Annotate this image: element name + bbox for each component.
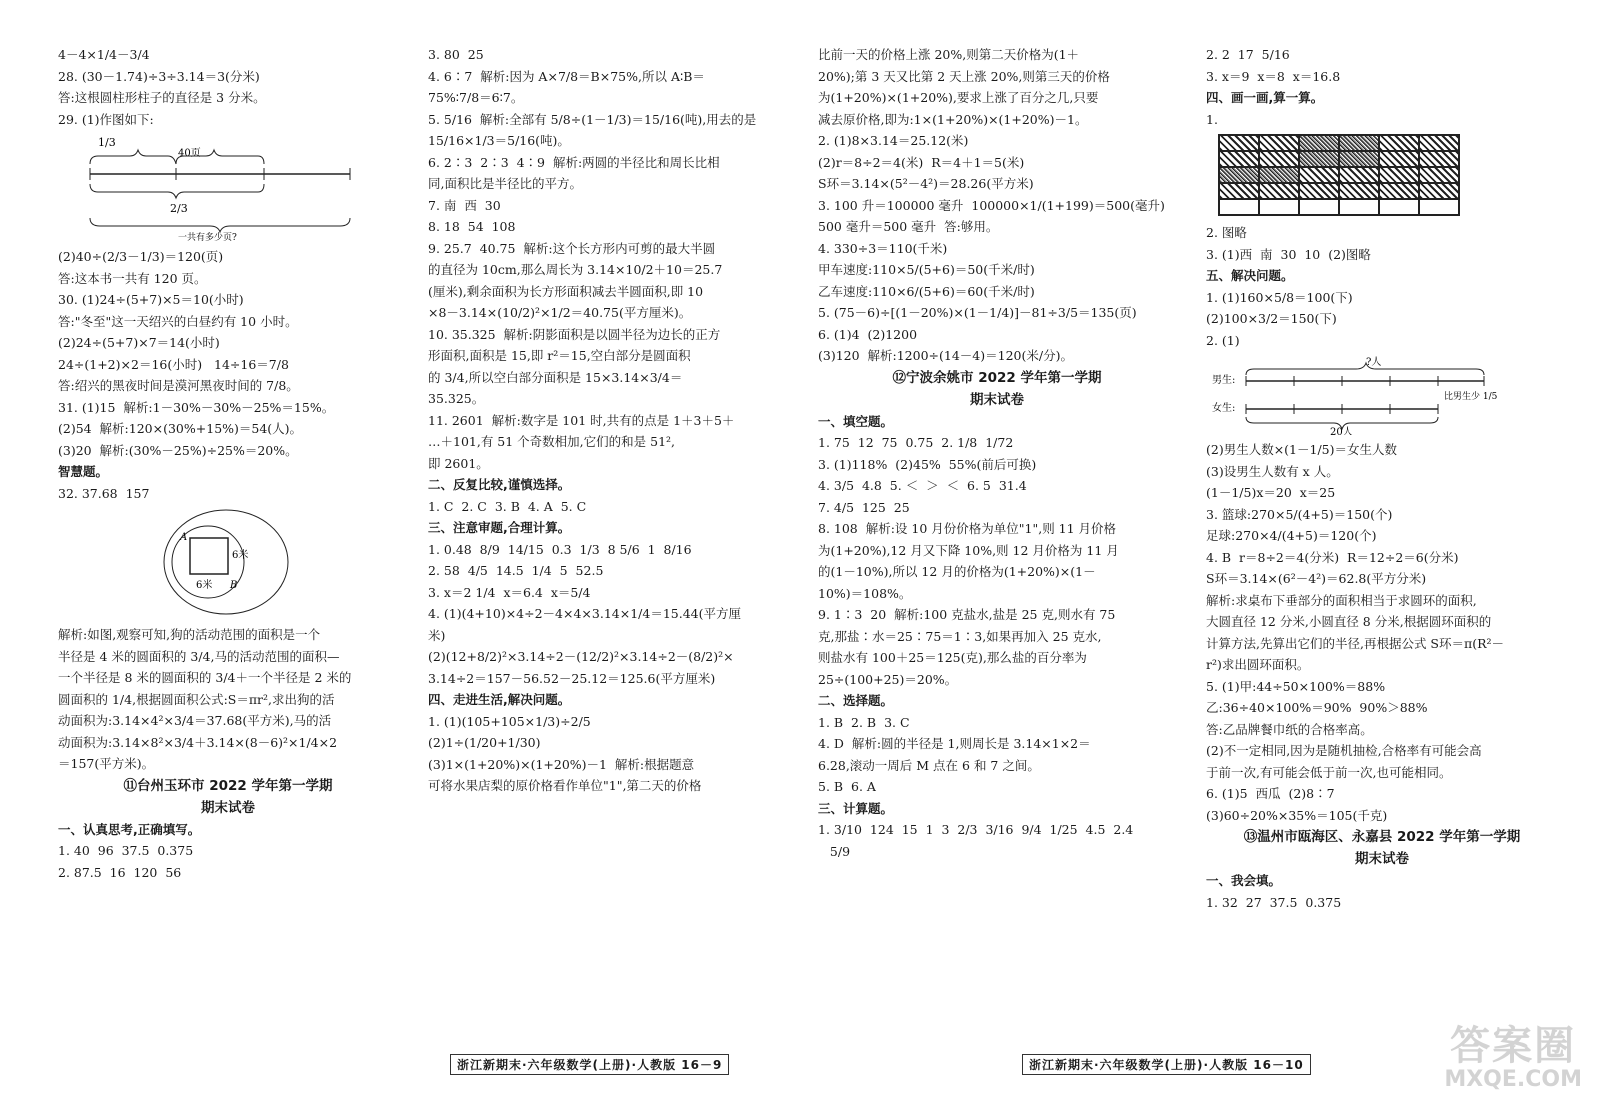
text-line: 答:这根圆柱形柱子的直径是 3 分米。: [58, 90, 266, 105]
text-line: 一个半径是 8 米的圆面积的 3/4＋一个半径是 2 米的: [58, 670, 352, 685]
fig-label: 6米: [232, 550, 249, 561]
fraction-grid: [1218, 134, 1460, 216]
text-line: (2)男生人数×(1－1/5)＝女生人数: [1206, 442, 1398, 457]
exam-title: [1206, 826, 1558, 870]
text-line: 1.: [1206, 111, 1218, 127]
text-line: 1. 3/10 124 15 1 3 2/3 3/16 9/4 1/25 4.5 2.4: [818, 822, 1134, 837]
exam-title-line: 期末试卷: [970, 391, 1024, 408]
figure-boys-girls: [1206, 355, 1558, 435]
text-line: 克,那盐∶水＝25∶75＝1∶3,如果再加入 25 克水,: [818, 628, 1102, 644]
exam-title-line: 期末试卷: [1355, 851, 1409, 867]
text-line: 2. (1): [1206, 332, 1240, 348]
section-heading: 二、反复比较,谨慎选择。: [428, 477, 571, 492]
text-line: S环＝3.14×(5²－4²)＝28.26(平方米): [818, 176, 1034, 191]
text-line: 答:"冬至"这一天绍兴的白昼约有 10 小时。: [58, 313, 298, 329]
column-3: [818, 44, 1176, 862]
shaded-grid-figure: [1206, 134, 1558, 218]
figure-32-diagram: [58, 508, 398, 620]
text-line: 5. (75－6)÷[(1－20%)×(1－1/4)]－81÷3/5＝135(页): [818, 305, 1137, 320]
text-line: (2)r＝8÷2＝4(米) R＝4＋1＝5(米): [818, 154, 1025, 170]
page-footer-left: 浙江新期末·六年级数学(上册)·人教版 16－9: [450, 1054, 729, 1075]
point-label: A: [180, 532, 188, 543]
text-line: 同,面积比是半径比的平方。: [428, 176, 582, 191]
text-line: 24÷(1+2)×2＝16(小时) 14÷16＝7/8: [58, 356, 289, 372]
text-line: 的(1－10%),所以 12 月的价格为(1+20%)×(1－: [818, 564, 1096, 579]
watermark-text: 答案圈: [1450, 1023, 1577, 1069]
exam-title-line: ⑬温州市瓯海区、永嘉县 2022 学年第一学期: [1243, 829, 1521, 845]
circle-large: [164, 510, 288, 614]
fig-label: 男生:: [1212, 375, 1236, 386]
text-line: 2. 图略: [1206, 225, 1247, 240]
text-line: 3. x＝9 x＝8 x＝16.8: [1206, 68, 1341, 84]
fig-label: 一共有多少页?: [178, 233, 237, 242]
text-line: 4. D 解析:圆的半径是 1,则周长是 3.14×1×2＝: [818, 736, 1091, 751]
text-line: 5. 5/16 解析:全部有 5/8÷(1－1/3)＝15/16(吨),用去的是: [428, 111, 757, 127]
text-line: S环＝3.14×(6²－4²)＝62.8(平方分米): [1206, 571, 1427, 586]
text-line: 6. (1)4 (2)1200: [818, 326, 918, 342]
text-line: 4. B r＝8÷2＝4(分米) R＝12÷2＝6(分米): [1206, 549, 1459, 565]
brace-top: [90, 150, 176, 164]
text-line: 10%)＝108%。: [818, 585, 912, 601]
column-4: [1206, 44, 1558, 913]
text-line: 1. 0.48 8/9 14/15 0.3 1/3 8 5/6 1 8/16: [428, 541, 692, 557]
column-1: [58, 44, 398, 883]
text-line: 圆面积的 1/4,根据圆面积公式:S＝πr²,求出狗的活: [58, 691, 335, 707]
text-line: (1－1/5)x＝20 x＝25: [1206, 485, 1336, 500]
text-line: 减去原价格,即为:1×(1+20%)×(1+20%)－1。: [818, 111, 1088, 127]
square: [190, 538, 228, 574]
text-line: 则盐水有 100＋25＝125(克),那么盐的百分率为: [818, 650, 1087, 665]
watermark-url: MXQE.COM: [1444, 1067, 1582, 1092]
text-line: 6.28,滚动一周后 M 点在 6 和 7 之间。: [818, 757, 1040, 773]
fig-label: 6米: [196, 580, 213, 591]
text-line: (3)20 解析:(30%－25%)÷25%＝20%。: [58, 442, 298, 458]
text-line: 1. B 2. B 3. C: [818, 714, 910, 730]
text-line: 10. 35.325 解析:阴影面积是以圆半径为边长的正方: [428, 326, 721, 342]
text-line: 30. (1)24÷(5+7)×5＝10(小时): [58, 292, 244, 307]
fig-label: 20人: [1330, 427, 1353, 435]
text-line: 6. 2∶3 2∶3 4∶9 解析:两圆的半径比和周长比相: [428, 154, 720, 170]
text-line: 4－4×1/4－3/4: [58, 47, 150, 62]
text-line: ×8－3.14×(10/2)²×1/2＝40.75(平方厘米)。: [428, 305, 692, 320]
section-heading: 智慧题。: [58, 464, 109, 479]
text-line: 25÷(100+25)＝20%。: [818, 671, 958, 687]
text-line: (2)54 解析:120×(30%+15%)＝54(人)。: [58, 421, 303, 436]
text-line: (2)24÷(5+7)×7＝14(小时): [58, 335, 220, 350]
text-line: 动面积为:3.14×4²×3/4＝37.68(平方米),马的活: [58, 713, 332, 728]
text-line: 8. 18 54 108: [428, 219, 516, 234]
point-label: B: [230, 580, 238, 591]
brace-top: [1246, 363, 1484, 375]
text-line: 甲车速度:110×5/(5+6)＝50(千米/时): [818, 262, 1035, 277]
text-line: 半径是 4 米的圆面积的 3/4,马的活动范围的面积—: [58, 648, 340, 664]
fig-label: 比男生少 1/5: [1444, 392, 1498, 402]
brace-bottom: [90, 218, 350, 232]
line-segment-diagram: [58, 134, 358, 242]
text-line: 1. (1)(105+105×1/3)÷2/5: [428, 713, 591, 729]
text-line: (2)100×3/2＝150(下): [1206, 311, 1337, 326]
watermark-logo: [1444, 1024, 1582, 1092]
text-line: 5. B 6. A: [818, 779, 876, 794]
text-line: 答:这本书一共有 120 页。: [58, 270, 207, 286]
text-line: 20%);第 3 天又比第 2 天上涨 20%,则第三天的价格: [818, 68, 1110, 84]
text-line: 乙车速度:110×6/(5+6)＝60(千米/时): [818, 283, 1035, 299]
text-line: 31. (1)15 解析:1－30%－30%－25%＝15%。: [58, 399, 335, 415]
text-line: 的 3/4,所以空白部分面积是 15×3.14×3/4＝: [428, 369, 683, 385]
fig-label: 2/3: [170, 202, 188, 215]
text-line: 28. (30－1.74)÷3÷3.14＝3(分米): [58, 68, 260, 84]
text-line: 乙:36÷40×100%＝90% 90%＞88%: [1206, 700, 1428, 715]
text-line: 3. 100 升＝100000 毫升 100000×1/(1+199)＝500(毫升): [818, 197, 1165, 213]
text-line: 4. 6∶7 解析:因为 A×7/8＝B×75%,所以 A∶B＝: [428, 68, 705, 84]
text-line: (2)不一定相同,因为是随机抽检,合格率有可能会高: [1206, 743, 1482, 758]
text-line: 1. (1)160×5/8＝100(下): [1206, 289, 1353, 305]
text-line: 可将水果店梨的原价格看作单位"1",第二天的价格: [428, 778, 702, 793]
text-line: 为(1+20%),12 月又下降 10%,则 12 月价格为 11 月: [818, 542, 1119, 558]
text-line: 35.325。: [428, 391, 485, 406]
text-line: 4. 330÷3＝110(千米): [818, 240, 948, 256]
text-line: …＋101,有 51 个奇数相加,它们的和是 51²,: [428, 434, 676, 449]
text-line: (2)40÷(2/3－1/3)＝120(页): [58, 249, 224, 264]
section-heading: 一、我会填。: [1206, 873, 1282, 888]
boys-girls-diagram: [1206, 355, 1526, 435]
section-heading: 一、认真思考,正确填写。: [58, 821, 201, 837]
fig-label: 女生:: [1212, 403, 1236, 414]
text-line: 动面积为:3.14×8²×3/4＋3.14×(8－6)²×1/4×2: [58, 734, 338, 750]
text-line: ＝157(平方米)。: [58, 756, 155, 771]
text-line: 3. 篮球:270×5/(4+5)＝150(个): [1206, 506, 1393, 522]
text-line: 500 毫升＝500 毫升 答:够用。: [818, 219, 999, 234]
text-line: 9. 1∶3 20 解析:100 克盐水,盐是 25 克,则水有 75: [818, 607, 1116, 622]
text-line: (2)(12+8/2)²×3.14÷2－(12/2)²×3.14÷2－(8/2)²×: [428, 649, 734, 664]
text-line: 为(1+20%)×(1+20%),要求上涨了百分之几,只要: [818, 90, 1099, 105]
fig-label: 1/3: [98, 136, 116, 149]
fig-label: 40页: [178, 148, 201, 159]
text-line: 3. x＝2 1/4 x＝6.4 x＝5/4: [428, 584, 591, 600]
text-line: 1. 75 12 75 0.75 2. 1/8 1/72: [818, 435, 1014, 450]
text-line: 1. C 2. C 3. B 4. A 5. C: [428, 498, 587, 514]
fig-label: ?人: [1366, 357, 1382, 368]
text-line: 答:绍兴的黑夜时间是漠河黑夜时间的 7/8。: [58, 378, 299, 393]
column-2: [428, 44, 788, 797]
text-line: 8. 108 解析:设 10 月份价格为单位"1",则 11 月价格: [818, 521, 1117, 536]
text-line: (厘米),剩余面积为长方形面积减去半圆面积,即 10: [428, 283, 704, 299]
text-line: 解析:求桌布下垂部分的面积相当于求圆环的面积,: [1206, 592, 1477, 608]
exam-title: [818, 367, 1176, 411]
text-line: 29. (1)作图如下:: [58, 111, 154, 127]
text-line: 3.14÷2＝157－56.52－25.12＝125.6(平方厘米): [428, 670, 716, 686]
section-heading: 二、选择题。: [818, 693, 894, 708]
text-line: 3. (1)118% (2)45% 55%(前后可换): [818, 456, 1037, 472]
text-line: 5/9: [818, 843, 851, 859]
brace-bottom: [90, 184, 264, 198]
page-footer-right: 浙江新期末·六年级数学(上册)·人教版 16－10: [1022, 1054, 1311, 1075]
text-line: 4. 3/5 4.8 5. ＜ ＞ ＜ 6. 5 31.4: [818, 478, 1027, 493]
text-line: 5. (1)甲:44÷50×100%＝88%: [1206, 678, 1386, 694]
text-line: 大圆直径 12 分米,小圆直径 8 分米,根据圆环面积的: [1206, 614, 1492, 629]
text-line: (3)120 解析:1200÷(14－4)＝120(米/分)。: [818, 348, 1073, 363]
section-heading: 三、计算题。: [818, 800, 894, 816]
exam-title-line: ⑪台州玉环市 2022 学年第一学期: [123, 777, 333, 794]
text-line: 于前一次,有可能会低于前一次,也可能相同。: [1206, 764, 1452, 780]
text-line: 32. 37.68 157: [58, 485, 150, 501]
text-line: 答:乙品牌餐巾纸的合格率高。: [1206, 721, 1373, 737]
text-line: (3)1×(1+20%)×(1+20%)－1 解析:根据题意: [428, 756, 695, 772]
text-line: 1. 40 96 37.5 0.375: [58, 843, 194, 858]
text-line: 2. (1)8×3.14＝25.12(米): [818, 133, 969, 148]
section-heading: 三、注意审题,合理计算。: [428, 520, 571, 535]
text-line: (3)设男生人数有 x 人。: [1206, 463, 1339, 479]
text-line: 15/16×1/3＝5/16(吨)。: [428, 133, 570, 148]
text-line: 7. 4/5 125 25: [818, 499, 910, 515]
text-line: 7. 南 西 30: [428, 197, 501, 213]
text-line: 2. 87.5 16 120 56: [58, 864, 182, 880]
exam-title-line: ⑫宁波余姚市 2022 学年第一学期: [892, 369, 1102, 386]
text-line: 的直径为 10cm,那么周长为 3.14×10/2＋10＝25.7: [428, 262, 723, 277]
text-line: 75%∶7/8＝6∶7。: [428, 90, 524, 105]
section-heading: 一、填空题。: [818, 413, 894, 429]
text-line: 比前一天的价格上涨 20%,则第二天价格为(1＋: [818, 47, 1080, 62]
section-heading: 五、解决问题。: [1206, 268, 1294, 283]
text-line: 计算方法,先算出它们的半径,再根据公式 S环＝π(R²－: [1206, 635, 1504, 651]
text-line: 2. 58 4/5 14.5 1/4 5 52.5: [428, 563, 604, 578]
dog-horse-diagram: [58, 508, 358, 620]
text-line: 3. 80 25: [428, 47, 484, 62]
text-line: 3. (1)西 南 30 10 (2)图略: [1206, 246, 1371, 262]
text-line: 形面积,面积是 15,即 r²＝15,空白部分是圆面积: [428, 348, 691, 363]
section-heading: 四、走进生活,解决问题。: [428, 692, 571, 707]
text-line: 9. 25.7 40.75 解析:这个长方形内可剪的最大半圆: [428, 240, 716, 256]
text-line: 1. 32 27 37.5 0.375: [1206, 894, 1342, 910]
exam-title: [58, 775, 398, 819]
figure-29-diagram: [58, 134, 398, 242]
section-heading: 四、画一画,算一算。: [1206, 90, 1324, 105]
text-line: 即 2601。: [428, 455, 489, 471]
text-line: 4. (1)(4+10)×4÷2－4×4×3.14×1/4＝15.44(平方厘: [428, 606, 741, 621]
text-line: 6. (1)5 西瓜 (2)8∶7: [1206, 786, 1335, 801]
text-line: (2)1÷(1/20+1/30): [428, 735, 541, 750]
text-line: 11. 2601 解析:数字是 101 时,共有的点是 1＋3＋5＋: [428, 412, 735, 428]
text-line: 2. 2 17 5/16: [1206, 47, 1290, 62]
text-line: 解析:如图,观察可知,狗的活动范围的面积是一个: [58, 627, 321, 642]
text-line: (3)60÷20%×35%＝105(千克): [1206, 807, 1388, 823]
text-line: r²)求出圆环面积。: [1206, 657, 1310, 672]
exam-title-line: 期末试卷: [201, 799, 255, 816]
text-line: 米): [428, 627, 446, 643]
text-line: 足球:270×4/(4+5)＝120(个): [1206, 528, 1377, 543]
